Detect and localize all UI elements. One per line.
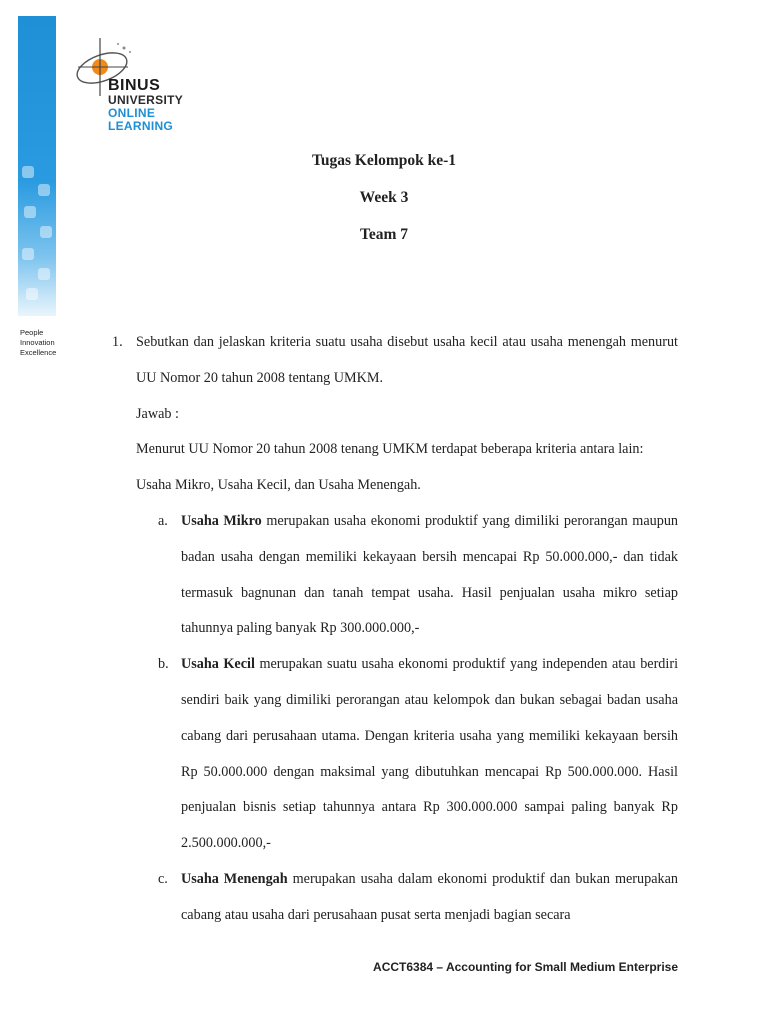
list-item xyxy=(112,862,678,934)
logo-line-3: ONLINE xyxy=(108,106,156,120)
question-text: Sebutkan dan jelaskan kriteria suatu usaha disebut usaha kecil atau usaha menengah menurut UU Nomor 20 tahun 2008 tentang UMKM. xyxy=(136,334,678,386)
list-item-term: Usaha Mikro xyxy=(181,512,262,529)
answer-label: Jawab : xyxy=(136,405,179,422)
tagline-line: Innovation xyxy=(20,338,55,347)
tagline xyxy=(20,328,56,358)
team-label: Team 7 xyxy=(359,226,409,243)
logo-line-4: LEARNING xyxy=(108,119,174,133)
question-number: 1. xyxy=(112,334,123,350)
tagline-line: People xyxy=(20,328,44,337)
list-item-letter: c. xyxy=(158,870,168,887)
list-item-term: Usaha Kecil xyxy=(181,656,255,673)
document-title: Tugas Kelompok ke-1 xyxy=(311,152,457,169)
footer-course: ACCT6384 – Accounting for Small Medium Enterprise xyxy=(373,960,678,974)
logo-line-2: UNIVERSITY xyxy=(108,93,184,107)
list-item-text: merupakan usaha ekonomi produktif yang dimiliki perorangan maupun badan usaha dengan memiliki kekayaan bersih mencapai Rp 50.000.000,- dan tidak termasuk bagnunan dan tanah tempat usaha. Hasil penjualan usaha mikro setiap tahunnya paling banyak Rp 300.000.000,- xyxy=(181,512,679,637)
list-item-text: merupakan usaha dalam ekonomi produktif dan bukan merupakan cabang atau usaha dari perusahaan pusat serta menjadi bagian secara xyxy=(181,870,678,923)
list-item xyxy=(112,504,678,647)
question-1 xyxy=(112,325,678,397)
week-label: Week 3 xyxy=(359,189,409,206)
list-item-letter: b. xyxy=(158,656,169,673)
logo-wordmark xyxy=(108,78,183,133)
list-item-term: Usaha Menengah xyxy=(181,870,288,887)
document-body xyxy=(112,325,678,934)
tagline-line: Excellence xyxy=(20,348,57,357)
answer-intro: Menurut UU Nomor 20 tahun 2008 tenang UMKM terdapat beberapa kriteria antara lain: Usaha Mikro, Usaha Kecil, dan Usaha Menengah. xyxy=(136,441,644,494)
logo-line-1: BINUS xyxy=(108,77,161,94)
list-item-text: merupakan suatu usaha ekonomi produktif yang independen atau berdiri sendiri baik yang dimiliki perorangan atau kelompok dan bukan sebagai badan usaha cabang dari perusahaan utama. Dengan kriteria usaha yang memiliki kekayaan bersih Rp 50.000.000 dengan maksimal yang dibutuhkan mencapai Rp 500.000.000. Hasil penjualan bisnis setiap tahunnya antara Rp 300.000.000 sampai paling banyak Rp 2.500.000.000,- xyxy=(181,656,679,852)
list-item xyxy=(112,647,678,862)
list-item-letter: a. xyxy=(158,512,168,529)
